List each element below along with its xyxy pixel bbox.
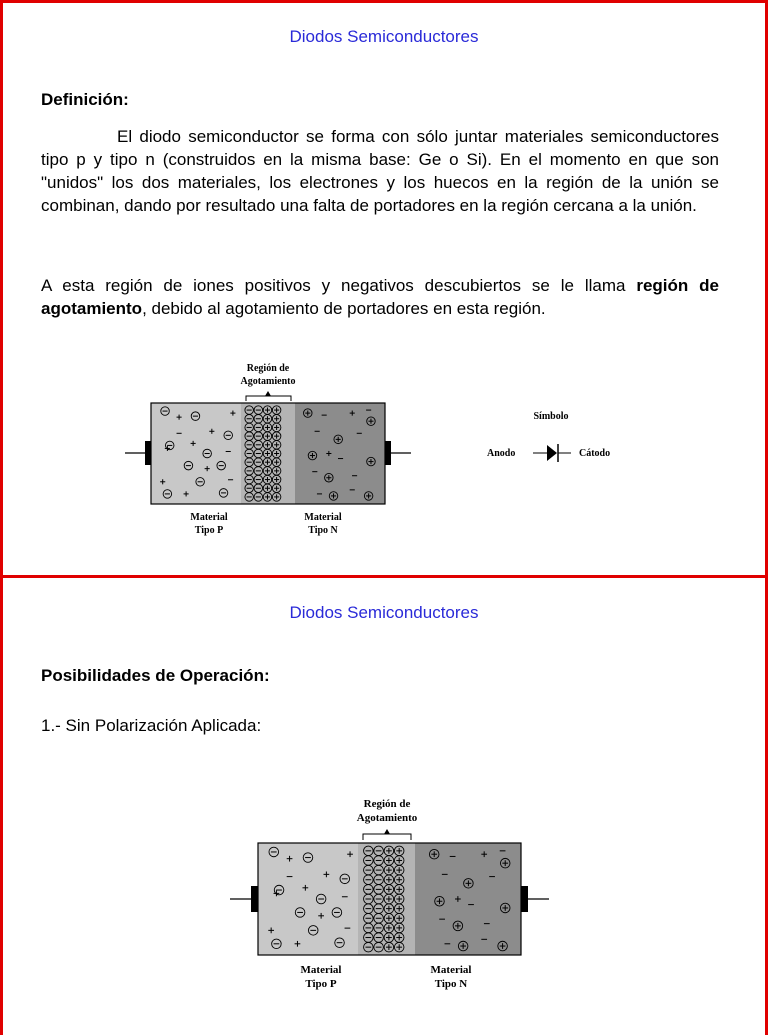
left-contact (251, 886, 258, 912)
paragraph-text: , debido al agotamiento de portadores en esta región. (142, 299, 546, 318)
diode-junction-diagram (121, 358, 421, 543)
cathode-label: Cátodo (579, 448, 611, 459)
symbol-title: Símbolo (533, 411, 569, 422)
left-contact (145, 441, 151, 465)
bold-term: región de agotamiento (41, 276, 719, 318)
n-region (415, 843, 521, 955)
material-n-label: Tipo N (434, 978, 468, 990)
slide-title: Diodos Semiconductores (289, 27, 479, 46)
slide-2 (0, 575, 768, 1035)
depletion-label: Región de (246, 363, 290, 374)
no-bias-subheading: 1.- Sin Polarización Aplicada: (41, 716, 262, 735)
depletion-label: Agotamiento (356, 812, 418, 824)
material-n-label: Tipo N (308, 525, 338, 536)
material-p-label: Tipo P (194, 525, 224, 536)
anode-label: Anodo (487, 448, 516, 459)
depletion-label: Agotamiento (240, 376, 296, 387)
depletion-paragraph (41, 274, 719, 320)
depletion-bracket (363, 834, 411, 840)
depletion-bracket (246, 396, 291, 401)
material-p-label: Material (190, 512, 228, 523)
material-p-label: Material (300, 964, 342, 976)
right-contact (521, 886, 528, 912)
p-region (258, 843, 358, 955)
material-n-label: Material (430, 964, 472, 976)
right-contact (385, 441, 391, 465)
material-n-label: Material (304, 512, 342, 523)
slide-title: Diodos Semiconductores (289, 603, 479, 622)
definition-paragraph: El diodo semiconductor se forma con sólo juntar materiales semiconductores tipo p y tipo n (construidos en la misma base: Ge o Si). En el momento en que son "unidos" los dos materiales, los electrones y los huecos en la región de la unión se combinan, dando por resultado una falta de portadores en la región cercana a la unión. (41, 127, 719, 215)
bracket-arrow (384, 829, 390, 834)
diode-symbol (481, 403, 631, 463)
operation-heading: Posibilidades de Operación: (41, 666, 270, 685)
paragraph-text: A esta región de iones positivos y negativos descubiertos se le llama (41, 276, 637, 295)
definition-heading: Definición: (41, 90, 129, 109)
p-region (151, 403, 241, 504)
material-p-label: Tipo P (305, 978, 337, 990)
diode-junction-diagram (225, 793, 555, 993)
symbol-triangle (547, 445, 557, 461)
bracket-arrow (265, 391, 271, 396)
depletion-label: Región de (363, 798, 411, 810)
